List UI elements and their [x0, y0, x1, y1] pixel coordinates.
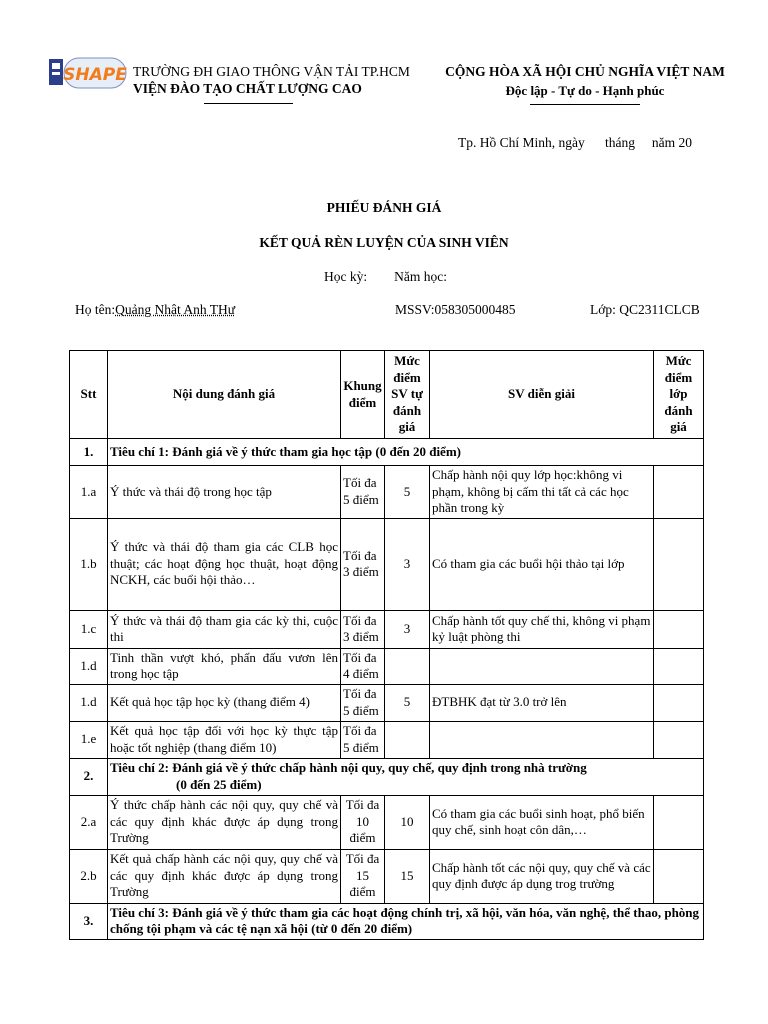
row-class-score[interactable] [654, 684, 704, 721]
row-explanation [430, 721, 654, 758]
row-frame: Tối đa 4 điểm [341, 648, 385, 684]
row-frame: Tối đa 5 điểm [341, 721, 385, 758]
evaluation-table [69, 350, 704, 940]
table-row [70, 466, 704, 519]
col-header-frame: Khung điểm [341, 351, 385, 439]
row-stt: 1.c [70, 610, 108, 648]
criterion-row [70, 439, 704, 466]
col-header-class-score: Mức điểm lớp đánh giá [654, 351, 704, 439]
nation-title: CỘNG HÒA XÃ HỘI CHỦ NGHĨA VIỆT NAM [445, 64, 725, 79]
criterion-title: Tiêu chí 2: Đánh giá về ý thức chấp hành nội quy, quy chế, quy định trong nhà trường [110, 760, 587, 775]
row-explanation: Có tham gia các buổi hội thảo tại lớp [430, 518, 654, 610]
table-row [70, 721, 704, 758]
row-content: Tinh thần vượt khó, phấn đấu vươn lên trong học tập [108, 648, 341, 684]
row-self-score: 5 [385, 466, 430, 519]
motto: Độc lập - Tự do - Hạnh phúc [505, 83, 665, 98]
col-header-self-score: Mức điểm SV tự đánh giá [385, 351, 430, 439]
row-class-score[interactable] [654, 648, 704, 684]
row-self-score [385, 721, 430, 758]
table-row [70, 684, 704, 721]
row-frame: Tối đa 3 điểm [341, 610, 385, 648]
row-self-score [385, 648, 430, 684]
row-self-score: 15 [385, 849, 430, 903]
criterion-range: (0 đến 25 điểm) [176, 776, 262, 792]
row-content: Ý thức chấp hành các nội quy, quy chế và các quy định khác được áp dụng trong Trường [108, 795, 341, 849]
place-date: Tp. Hồ Chí Minh, ngày tháng năm 20 [458, 135, 692, 150]
institute-name: VIỆN ĐÀO TẠO CHẤT LƯỢNG CAO [133, 81, 362, 96]
form-title: PHIẾU ĐÁNH GIÁ [326, 200, 442, 215]
col-header-stt: Stt [70, 351, 108, 439]
criterion-stt: 2. [70, 758, 108, 795]
criterion-stt: 1. [70, 439, 108, 466]
student-class: Lớp: QC2311CLCB [590, 302, 700, 317]
table-header-row [70, 351, 704, 439]
row-content: Kết quả học tập học kỳ (thang điểm 4) [108, 684, 341, 721]
row-content: Kết quả học tập đối với học kỳ thực tập hoặc tốt nghiệp (thang điểm 10) [108, 721, 341, 758]
row-class-score[interactable] [654, 518, 704, 610]
form-subtitle: KẾT QUẢ RÈN LUYỆN CỦA SINH VIÊN [259, 235, 509, 250]
row-explanation: ĐTBHK đạt từ 3.0 trở lên [430, 684, 654, 721]
row-content: Ý thức và thái độ trong học tập [108, 466, 341, 519]
row-frame: Tối đa 5 điểm [341, 466, 385, 519]
row-stt: 1.b [70, 518, 108, 610]
row-stt: 1.d [70, 684, 108, 721]
row-stt: 2.a [70, 795, 108, 849]
col-header-explanation: SV diễn giải [430, 351, 654, 439]
criterion-row [70, 758, 704, 795]
row-content: Kết quả chấp hành các nội quy, quy chế và các quy định khác được áp dụng trong Trường [108, 849, 341, 903]
row-stt: 1.e [70, 721, 108, 758]
divider [204, 103, 293, 104]
table-row [70, 648, 704, 684]
row-class-score[interactable] [654, 466, 704, 519]
table-row [70, 795, 704, 849]
row-self-score: 3 [385, 610, 430, 648]
row-stt: 2.b [70, 849, 108, 903]
school-logo [48, 56, 128, 90]
row-self-score: 5 [385, 684, 430, 721]
row-explanation: Chấp hành tốt các nội quy, quy chế và các quy định được áp dụng trog trường [430, 849, 654, 903]
row-class-score[interactable] [654, 795, 704, 849]
row-explanation: Chấp hành nội quy lớp học:không vi phạm, không bị cấm thi tất cả các học phần trong kỳ [430, 466, 654, 519]
table-row [70, 610, 704, 648]
row-stt: 1.d [70, 648, 108, 684]
row-class-score[interactable] [654, 849, 704, 903]
row-self-score: 3 [385, 518, 430, 610]
student-id: MSSV:058305000485 [395, 302, 516, 317]
row-explanation: Có tham gia các buổi sinh hoạt, phổ biến quy chế, sinh hoạt côn dân,… [430, 795, 654, 849]
name-label: Họ tên: [75, 302, 116, 317]
table-row [70, 518, 704, 610]
criterion-title: Tiêu chí 1: Đánh giá về ý thức tham gia học tập (0 đến 20 điểm) [108, 439, 704, 466]
criterion-row [70, 903, 704, 939]
row-class-score[interactable] [654, 721, 704, 758]
student-name: Quảng Nhật Anh THư [115, 302, 236, 317]
logo-text: SHAPE [63, 65, 127, 85]
divider [530, 104, 640, 105]
table-row [70, 849, 704, 903]
criterion-title: Tiêu chí 3: Đánh giá về ý thức tham gia các hoạt động chính trị, xã hội, văn hóa, văn nghệ, thể thao, phòng chống tội phạm và các tệ nạn xã hội (từ 0 đến 20 điểm) [108, 903, 704, 939]
row-content: Ý thức và thái độ tham gia các CLB học thuật; các hoạt động học thuật, hoạt động NCKH, các buổi hội thảo… [108, 518, 341, 610]
row-frame: Tối đa 10 điểm [341, 795, 385, 849]
criterion-title-cell [108, 758, 704, 795]
criterion-stt: 3. [70, 903, 108, 939]
school-name: TRƯỜNG ĐH GIAO THÔNG VẬN TẢI TP.HCM [133, 64, 410, 79]
row-explanation [430, 648, 654, 684]
row-explanation: Chấp hành tốt quy chế thi, không vi phạm kỷ luật phòng thi [430, 610, 654, 648]
col-header-content: Nội dung đánh giá [108, 351, 341, 439]
row-frame: Tối đa 3 điểm [341, 518, 385, 610]
row-class-score[interactable] [654, 610, 704, 648]
row-self-score: 10 [385, 795, 430, 849]
student-name-field [75, 302, 235, 318]
row-frame: Tối đa 5 điểm [341, 684, 385, 721]
row-content: Ý thức và thái độ tham gia các kỳ thi, cuộc thi [108, 610, 341, 648]
row-stt: 1.a [70, 466, 108, 519]
semester-line: Học kỳ: Năm học: [324, 269, 447, 284]
row-frame: Tối đa 15 điểm [341, 849, 385, 903]
